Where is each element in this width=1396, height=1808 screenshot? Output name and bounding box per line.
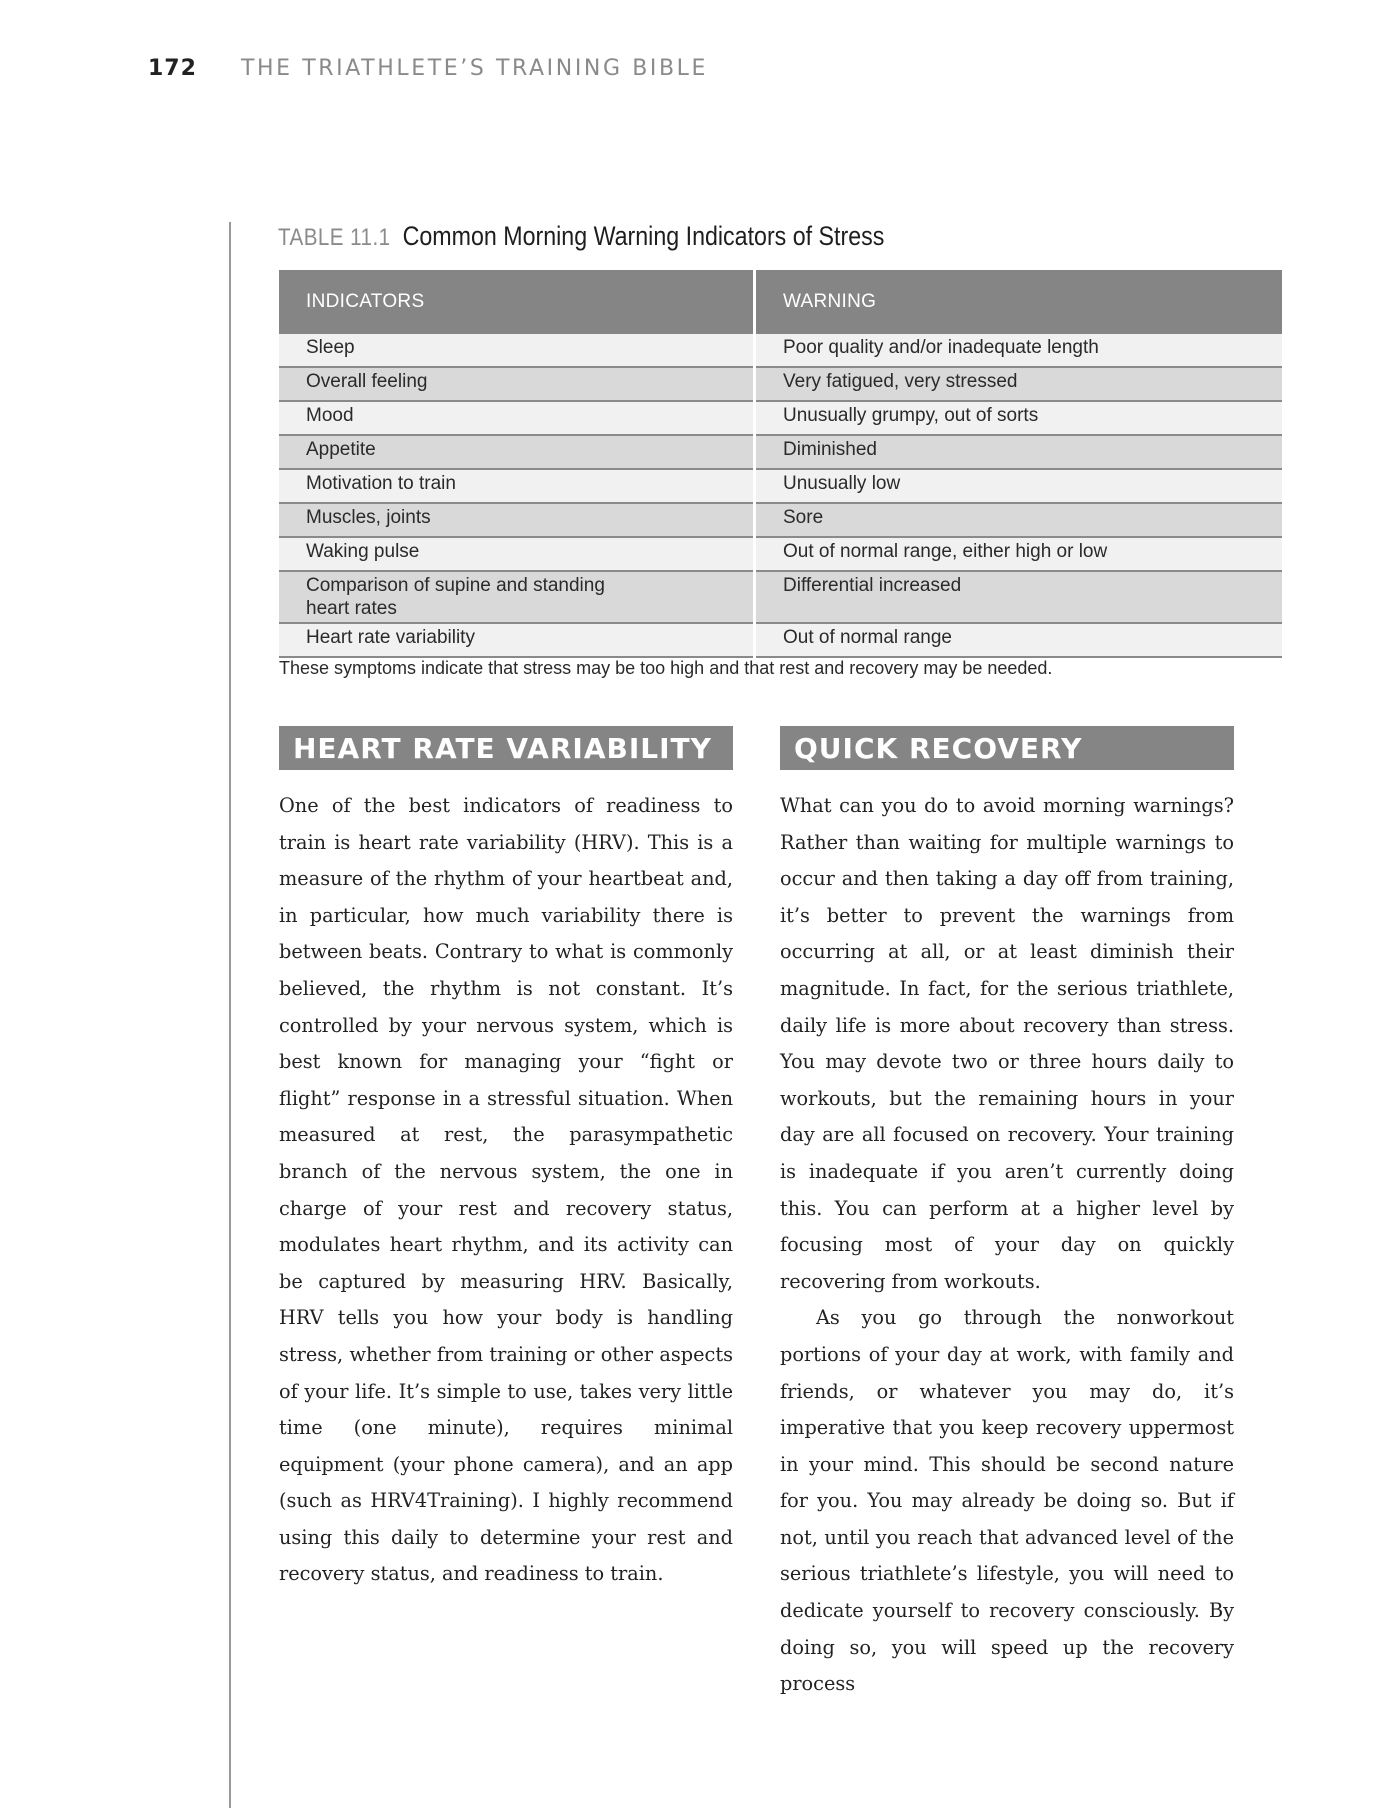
- table-row: [279, 571, 1282, 623]
- paragraph: As you go through the nonworkout portions of your day at work, with family and friends, or whatever you may do, it’s imperative that you keep recovery uppermost in your mind. This should be second nature for you. You may already be doing so. But if not, until you reach that advanced level of the serious triathlete’s lifestyle, you will need to dedicate yourself to recovery consciously. By doing so, you will speed up the recovery process: [780, 1306, 1234, 1696]
- table-title: Common Morning Warning Indicators of Stress: [402, 221, 885, 251]
- indicator-cell: Muscles, joints: [279, 503, 755, 537]
- table-row: [279, 503, 1282, 537]
- indicator-cell: Comparison of supine and standing heart rates: [279, 571, 755, 623]
- warning-cell: Out of normal range: [755, 623, 1283, 657]
- warning-cell: Poor quality and/or inadequate length: [755, 334, 1283, 367]
- warning-cell: Sore: [755, 503, 1283, 537]
- indicator-cell: Mood: [279, 401, 755, 435]
- running-head: [148, 56, 708, 86]
- table-label: TABLE 11.1: [278, 224, 391, 251]
- warning-cell: Unusually low: [755, 469, 1283, 503]
- warning-cell: Differential increased: [755, 571, 1283, 623]
- indicator-cell: Motivation to train: [279, 469, 755, 503]
- table-row: [279, 435, 1282, 469]
- page-number: 172: [148, 56, 197, 81]
- paragraph: One of the best indicators of readiness to train is heart rate variability (HRV). This is a measure of the rhythm of your heartbeat and, in particular, how much variability there is between beats. Contrary to what is commonly believed, the rhythm is not constant. It’s controlled by your nervous system, which is best known for managing your “fight or flight” response in a stressful situation. When measured at rest, the parasympathetic branch of the nervous system, the one in charge of your rest and recovery status, modulates heart rhythm, and its activity can be captured by measuring HRV. Basically, HRV tells you how your body is handling stress, whether from training or other aspects of your life. It’s simple to use, takes very little time (one minute), requires minimal equipment (your phone camera), and an app (such as HRV4Training). I highly recommend using this daily to determine your rest and recovery status, and readiness to train.: [279, 794, 733, 1586]
- table-row: [279, 401, 1282, 435]
- table-note: These symptoms indicate that stress may be too high and that rest and recovery may be needed.: [279, 658, 1053, 678]
- section-heading-heart-rate-variability: HEART RATE VARIABILITY: [279, 726, 733, 770]
- warning-cell: Diminished: [755, 435, 1283, 469]
- table-row: [279, 537, 1282, 571]
- indicator-cell: Appetite: [279, 435, 755, 469]
- stress-indicators-table: [279, 270, 1282, 658]
- warning-cell: Unusually grumpy, out of sorts: [755, 401, 1283, 435]
- indicator-cell: Waking pulse: [279, 537, 755, 571]
- section-heading-quick-recovery: QUICK RECOVERY: [780, 726, 1234, 770]
- indicator-cell: Heart rate variability: [279, 623, 755, 657]
- indicator-cell: Sleep: [279, 334, 755, 367]
- warning-cell: Out of normal range, either high or low: [755, 537, 1283, 571]
- indicator-cell: Overall feeling: [279, 367, 755, 401]
- warning-cell: Very fatigued, very stressed: [755, 367, 1283, 401]
- table-row: [279, 334, 1282, 367]
- table-row: [279, 367, 1282, 401]
- table-row: [279, 623, 1282, 657]
- table-header-row: [279, 270, 1282, 334]
- paragraph: What can you do to avoid morning warnings? Rather than waiting for multiple warnings to occur and then taking a day off from training, it’s better to prevent the warnings from occurring at all, or at least diminish their magnitude. In fact, for the serious triathlete, daily life is more about recovery than stress. You may devote two or three hours daily to workouts, but the remaining hours in your day are all focused on recovery. Your training is inadequate if you aren’t currently doing this. You can perform at a higher level by focusing most of your day on quickly recovering from workouts.: [780, 794, 1234, 1293]
- book-title: THE TRIATHLETE’S TRAINING BIBLE: [240, 56, 709, 81]
- table-caption: [278, 221, 884, 252]
- table-row: [279, 469, 1282, 503]
- margin-rule: [229, 222, 231, 1808]
- hrv-body-text: [279, 788, 733, 1593]
- column-header-warning: WARNING: [755, 270, 1283, 334]
- column-header-indicators: INDICATORS: [279, 270, 755, 334]
- quick-recovery-body-text: [780, 788, 1234, 1703]
